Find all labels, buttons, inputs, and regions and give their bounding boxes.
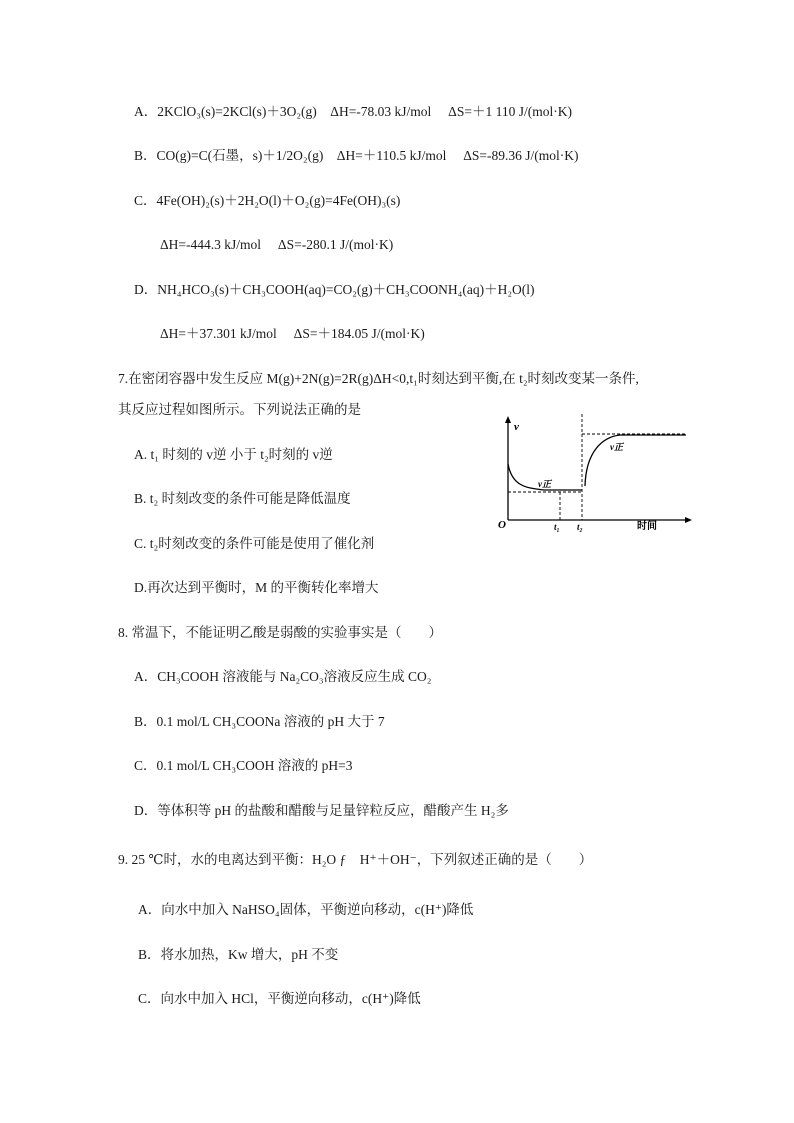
q7-option-d: D.再次达到平衡时，M 的平衡转化率增大 — [134, 580, 379, 595]
v-zheng-label-after: v正 — [610, 442, 623, 452]
q7-stem-line2: 其反应过程如图所示。下列说法正确的是 — [118, 402, 361, 417]
t2-label: t₂ — [577, 522, 583, 532]
x-axis-label: 时间 — [637, 521, 657, 532]
q6-option-c: C．4Fe(OH)₂(s)＋2H₂O(l)＋O₂(g)=4Fe(OH)₃(s) — [134, 193, 401, 208]
q8-option-b: B．0.1 mol/L CH₃COONa 溶液的 pH 大于 7 — [134, 714, 385, 729]
q6-option-c-values: ΔH=-444.3 kJ/mol ΔS=-280.1 J/(mol·K) — [160, 237, 394, 252]
q8-stem: 8. 常温下，不能证明乙酸是弱酸的实验事实是（ ） — [118, 625, 442, 640]
q7-option-a: A. t₁ 时刻的 v逆 小于 t₂时刻的 v逆 — [134, 447, 333, 462]
q6-option-d-values: ΔH=＋37.301 kJ/mol ΔS=＋184.05 J/(mol·K) — [160, 326, 425, 341]
graph-axes — [505, 416, 692, 523]
q8-option-c: C．0.1 mol/L CH₃COOH 溶液的 pH=3 — [134, 758, 353, 773]
rate-time-graph — [494, 410, 694, 535]
y-axis-label: v — [514, 421, 519, 433]
q9-option-b: B．将水加热，Kw 增大，pH 不变 — [138, 947, 339, 962]
q7-option-c: C. t₂时刻改变的条件可能是使用了催化剂 — [134, 536, 375, 551]
q7-stem-line1: 7.在密闭容器中发生反应 M(g)+2N(g)=2R(g)ΔH<0,t₁时刻达到平衡,在 t₂时刻改变某一条件, — [118, 371, 639, 386]
q8-option-d: D．等体积等 pH 的盐酸和醋酸与足量锌粒反应，醋酸产生 H₂多 — [134, 803, 509, 818]
x-axis-arrow-icon — [685, 517, 692, 523]
new-forward-rate-curve — [585, 435, 686, 486]
t1-label: t₁ — [554, 522, 560, 532]
origin-label: O — [498, 519, 506, 531]
q8-option-a: A．CH₃COOH 溶液能与 Na₂CO₃溶液反应生成 CO₂ — [134, 669, 432, 684]
q9-option-c: C．向水中加入 HCl，平衡逆向移动，c(H⁺)降低 — [138, 991, 421, 1006]
q9-option-a: A．向水中加入 NaHSO₄固体，平衡逆向移动，c(H⁺)降低 — [138, 902, 474, 917]
q6-option-b: B．CO(g)=C(石墨，s)＋1/2O₂(g) ΔH=＋110.5 kJ/mol ΔS=-89.36 J/(mol·K) — [134, 148, 579, 163]
q6-option-a: A．2KClO₃(s)=2KCl(s)＋3O₂(g) ΔH=-78.03 kJ/mol ΔS=＋1 110 J/(mol·K) — [134, 104, 572, 119]
y-axis-arrow-icon — [505, 416, 511, 423]
q6-option-d: D．NH₄HCO₃(s)＋CH₃COOH(aq)=CO₂(g)＋CH₃COONH₄(aq)＋H₂O(l) — [134, 282, 535, 297]
v-zheng-label-before: v正 — [538, 479, 551, 489]
q9-stem: 9. 25 ℃时，水的电离达到平衡：H₂O ƒ H⁺＋OH⁻，下列叙述正确的是（ ） — [118, 852, 593, 867]
q7-option-b: B. t₂ 时刻改变的条件可能是降低温度 — [134, 491, 351, 506]
